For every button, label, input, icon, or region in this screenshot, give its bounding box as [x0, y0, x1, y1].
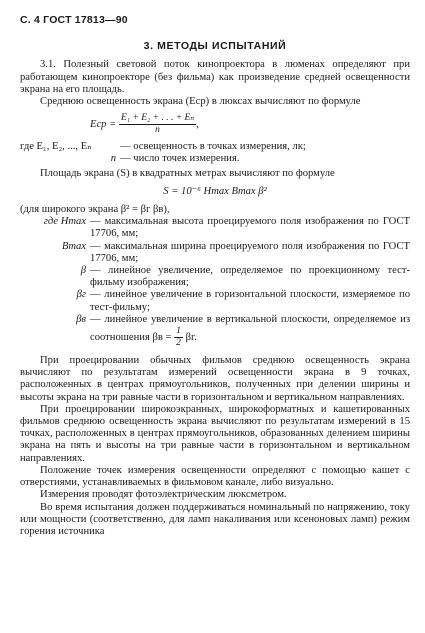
formula-mean-illuminance	[90, 113, 410, 136]
definition-row-bmax	[20, 241, 410, 265]
wide-screen-note: (для широкого экрана β² = βг βв),	[20, 204, 170, 216]
definition-term: βг	[76, 289, 86, 301]
formula-lhs: Eср =	[90, 119, 117, 131]
formula-denominator: n	[155, 125, 160, 136]
definition-term: β	[80, 265, 86, 277]
ratio-denominator: 2	[176, 338, 181, 349]
definition-term: βв	[76, 313, 86, 325]
page-header: С. 4 ГОСТ 17813—90	[20, 14, 128, 26]
section-title: 3. МЕТОДЫ ИСПЫТАНИЙ	[143, 40, 287, 53]
definition-term: Bmax	[61, 240, 86, 252]
paragraph-measurement-points: Положение точек измерения освещенности определяют с помощью кашет с отверстиями, устанавливаемых в фильмовом канале, либо визуально.	[20, 464, 410, 489]
definition-row-hmax	[20, 216, 410, 240]
definition-text: — максимальная ширина проецируемого поля изображения по ГОСТ 17706, мм;	[90, 240, 410, 264]
formula-screen-area: S = 10⁻⁶ Hmax Bmax β²	[163, 185, 267, 197]
definition-term: где Hmax	[43, 216, 86, 228]
definition-row-beta-v	[20, 314, 410, 349]
where-lead: где E₁, E₂, ..., Eₙ	[20, 141, 92, 153]
ratio-tail: βг.	[185, 332, 197, 343]
definition-text-part: — линейное увеличение в вертикальной плоскости, определяемое из соотношения βв =	[90, 313, 410, 343]
paragraph-3-1: 3.1. Полезный световой поток кинопроектора в люменах определяют при работающем кинопроекторе (без фильма) как произведение средней освещенности экрана на его площадь.	[20, 59, 410, 95]
paragraph-screen-area: Площадь экрана (S) в квадратных метрах вычисляют по формуле	[40, 167, 335, 179]
formula-tail: ,	[196, 119, 199, 131]
formula-fraction	[119, 113, 196, 136]
paragraph-luxmeter: Измерения проводят фотоэлектрическим люксметром.	[40, 489, 287, 501]
definition-text: — линейное увеличение в горизонтальной плоскости, измеряемое по тест-фильму;	[90, 289, 410, 313]
ratio-numerator: 1	[176, 326, 181, 337]
formula-numerator: E₁ + E₂ + . . . + Eₙ	[120, 113, 195, 124]
ratio-fraction	[174, 326, 183, 349]
where-lead: n	[110, 153, 116, 165]
definition-row-beta	[20, 265, 410, 289]
where-text: — число точек измерения.	[120, 153, 240, 165]
where-row-e	[20, 141, 410, 153]
paragraph-test-mode: Во время испытания должен поддерживаться номинальный по напряжению, току или мощности (соответственно, для ламп накаливания или ксеноновых ламп) режим горения источника	[20, 501, 410, 537]
where-row-n	[20, 153, 410, 165]
paragraph-ordinary-films: При проецировании обычных фильмов среднюю освещенность экрана вычисляют по результатам измерений освещенности экрана в 9 точках, расположенных в центрах прямоугольников, полученных при делении ширины и высоты экрана на три равные части в горизонтальном и вертикальном направлениях.	[20, 355, 410, 403]
definition-text	[90, 314, 410, 349]
paragraph-widescreen-films: При проецировании широкоэкранных, широкоформатных и кашетированных фильмов среднюю освещенность экрана вычисляют по результатам измерений в 15 точках, расположенных в центрах прямоугольников, образованных делением ширины экрана на пять и высоты на три равные части в горизонтальном и вертикальном направлениях.	[20, 403, 410, 464]
where-text: — освещенность в точках измерения, лк;	[120, 141, 306, 153]
definition-row-beta-h	[20, 289, 410, 313]
document-page	[20, 14, 410, 538]
definition-text: — линейное увеличение, определяемое по проекционному тест-фильму изображения;	[90, 265, 410, 289]
definition-text: — максимальная высота проецируемого поля изображения по ГОСТ 17706, мм;	[90, 216, 410, 240]
paragraph-mean-illuminance: Среднюю освещенность экрана (Eср) в люксах вычисляют по формуле	[40, 96, 361, 108]
